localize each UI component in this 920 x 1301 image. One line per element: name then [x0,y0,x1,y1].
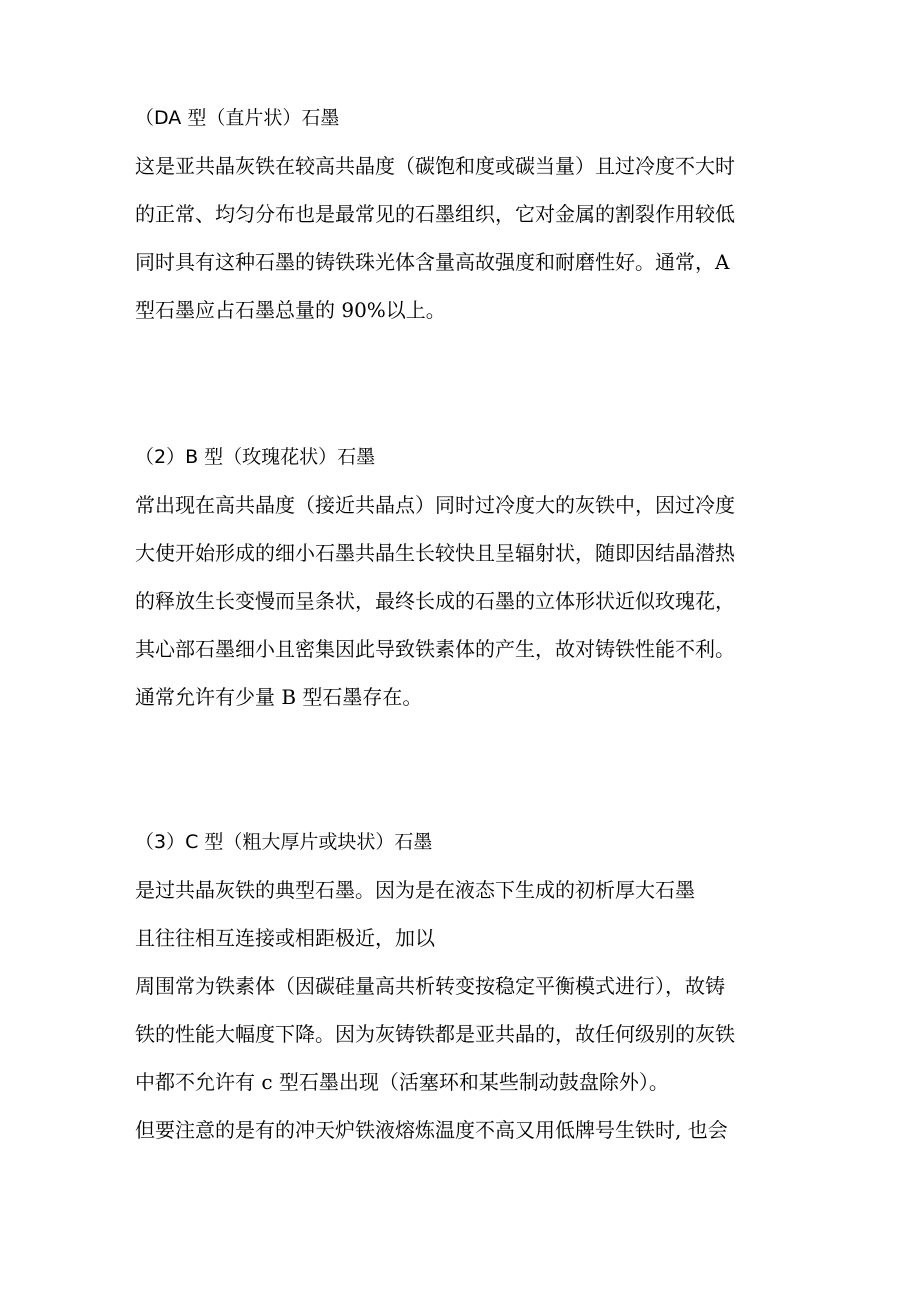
text-line: 但要注意的是有的冲天炉铁液熔炼温度不高又用低牌号生铁时, 也会 [135,1118,728,1142]
section-body [135,866,795,1154]
text-line: 的正常、均匀分布也是最常见的石墨组织，它对金属的割裂作用较低 [135,202,735,226]
text-line: 通常允许有少量 B 型石墨存在。 [135,685,423,709]
text-line: 这是亚共晶灰铁在较高共晶度（碳饱和度或碳当量）且过冷度不大时 [135,154,735,178]
text-line: 中都不允许有 c 型石墨出现（活塞环和某些制动鼓盘除外）。 [135,1070,669,1094]
section-heading: （2）B 型（玫瑰花状）石墨 [135,446,376,468]
text-line: 是过共晶灰铁的典型石墨。因为是在液态下生成的初析厚大石墨 [135,878,695,902]
section-body [135,142,795,334]
section-heading: （3）C 型（粗大厚片或块状）石墨 [135,831,433,853]
section-c-type-graphite [135,830,795,1154]
section-heading: （DA 型（直片状）石墨 [135,107,340,129]
text-line: 其心部石墨细小且密集因此导致铁素体的产生，故对铸铁性能不利。 [135,637,735,661]
text-line: 铁的性能大幅度下降。因为灰铸铁都是亚共晶的，故任何级别的灰铁 [135,1022,735,1046]
text-line: 周围常为铁素体（因碳硅量高共析转变按稳定平衡模式进行），故铸 [135,974,725,998]
section-a-type-graphite [135,106,795,334]
text-line: 大使开始形成的细小石墨共晶生长较快且呈辐射状，随即因结晶潜热 [135,541,735,565]
text-line: 且往往相互连接或相距极近，加以 [135,926,435,950]
text-line: 型石墨应占石墨总量的 90%以上。 [135,298,446,322]
section-body [135,481,795,721]
text-line: 的释放生长变慢而呈条状，最终长成的石墨的立体形状近似玫瑰花， [135,589,735,613]
text-line: 常出现在高共晶度（接近共晶点）同时过冷度大的灰铁中，因过冷度 [135,493,735,517]
text-line: 同时具有这种石墨的铸铁珠光体含量高故强度和耐磨性好。通常，A [135,250,730,274]
section-b-type-graphite [135,445,795,721]
